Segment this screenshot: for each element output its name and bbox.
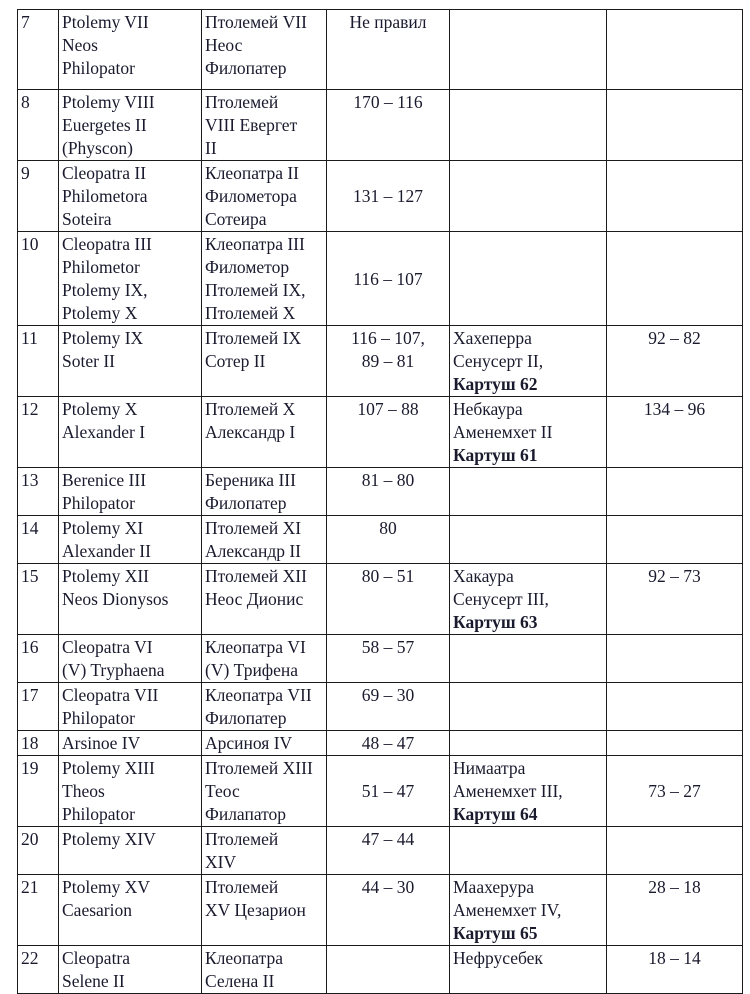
latin-name-cell	[59, 946, 202, 994]
russian-name-cell	[202, 683, 327, 731]
reign-years-line: 116 – 107,	[351, 328, 425, 348]
egyptian-king-line: Нимаатра	[453, 758, 526, 778]
row-number: 14	[21, 518, 39, 538]
latin-name-line: Ptolemy VII	[62, 12, 149, 32]
egyptian-king-cell	[450, 875, 607, 946]
russian-name-cell	[202, 397, 327, 468]
table-row	[18, 10, 743, 90]
latin-name-line: Neos Dionysos	[62, 589, 169, 609]
egyptian-king-cell	[450, 731, 607, 756]
row-number: 12	[21, 399, 39, 419]
russian-name-line: Филопатер	[205, 708, 287, 728]
reign-years-line: 116 – 107	[353, 268, 423, 289]
reign-years-cell	[327, 468, 450, 516]
latin-name-cell	[59, 10, 202, 90]
table-body	[18, 10, 743, 994]
reign-years-line: 131 – 127	[353, 186, 423, 206]
row-number-cell	[18, 875, 59, 946]
egyptian-years-cell	[607, 161, 743, 232]
russian-name-line: Филометора	[205, 186, 297, 206]
egyptian-king-cell	[450, 397, 607, 468]
latin-name-line: Ptolemy IX	[62, 328, 144, 348]
russian-name-line: Птолемей XII	[205, 566, 307, 586]
egyptian-king-line: Аменемхет IV,	[453, 900, 562, 920]
latin-name-line: Soteira	[62, 209, 112, 229]
egyptian-king-cell	[450, 516, 607, 564]
latin-name-line: Cleopatra VI	[62, 637, 153, 657]
latin-name-line: Ptolemy XI	[62, 518, 144, 538]
reign-years-cell	[327, 232, 450, 326]
russian-name-line: Клеопатра VII	[205, 685, 312, 705]
russian-name-line: Птолемей XI	[205, 518, 302, 538]
russian-name-line: (V) Трифена	[205, 660, 299, 680]
russian-name-line: XIV	[205, 852, 237, 872]
russian-name-line: Александр I	[205, 422, 296, 442]
latin-name-line: (V) Tryphaena	[62, 660, 165, 680]
russian-name-cell	[202, 756, 327, 827]
russian-name-cell	[202, 161, 327, 232]
table-row	[18, 326, 743, 397]
reign-years-line: 80	[379, 518, 397, 538]
russian-name-cell	[202, 875, 327, 946]
russian-name-line: Птолемей	[205, 92, 279, 112]
reign-years-line: 170 – 116	[353, 92, 423, 112]
egyptian-years: 134 – 96	[643, 399, 706, 419]
row-number: 11	[21, 328, 38, 348]
row-number: 19	[21, 758, 39, 778]
row-number-cell	[18, 564, 59, 635]
egyptian-years: 28 – 18	[648, 877, 701, 897]
row-number: 22	[21, 948, 39, 968]
egyptian-king-cell	[450, 326, 607, 397]
table-row	[18, 827, 743, 875]
egyptian-years-cell	[607, 326, 743, 397]
latin-name-line: Ptolemy XIII	[62, 758, 155, 778]
reign-years-line: 69 – 30	[361, 685, 415, 705]
latin-name-cell	[59, 161, 202, 232]
reign-years-line: 51 – 47	[361, 781, 415, 801]
latin-name-cell	[59, 90, 202, 161]
row-number-cell	[18, 90, 59, 161]
egyptian-king-cell	[450, 946, 607, 994]
egyptian-king-line: Сенусерт II,	[453, 351, 544, 371]
latin-name-cell	[59, 683, 202, 731]
latin-name-cell	[59, 397, 202, 468]
egyptian-years-cell	[607, 756, 743, 827]
row-number: 10	[21, 234, 39, 254]
row-number-cell	[18, 683, 59, 731]
egyptian-years: 18 – 14	[648, 948, 701, 968]
latin-name-cell	[59, 827, 202, 875]
egyptian-years: 92 – 73	[648, 566, 701, 586]
reign-years-cell	[327, 397, 450, 468]
egyptian-years-cell	[607, 827, 743, 875]
egyptian-king-cell	[450, 635, 607, 683]
russian-name-line: Птолемей IX	[205, 328, 302, 348]
latin-name-line: Cleopatra VII	[62, 685, 159, 705]
russian-name-line: Селена II	[205, 971, 275, 991]
table-row	[18, 232, 743, 326]
latin-name-line: Theos	[62, 781, 105, 801]
reign-years-cell	[327, 875, 450, 946]
russian-name-line: Птолемей X	[205, 303, 296, 323]
reign-years-cell	[327, 516, 450, 564]
table-row	[18, 564, 743, 635]
russian-name-line: Птолемей VII	[205, 12, 307, 32]
latin-name-line: Soter II	[62, 351, 115, 371]
latin-name-line: Alexander II	[62, 541, 151, 561]
reign-years-line: 47 – 44	[361, 829, 415, 849]
latin-name-line: Ptolemy X	[62, 399, 138, 419]
egyptian-king-line: Аменемхет II	[453, 422, 553, 442]
latin-name-line: Ptolemy VIII	[62, 92, 155, 112]
reign-years-line: 44 – 30	[361, 877, 415, 897]
egyptian-king-cell	[450, 468, 607, 516]
russian-name-cell	[202, 326, 327, 397]
reign-years-line: Не правил	[349, 12, 427, 32]
latin-name-line: Philometora	[62, 186, 148, 206]
egyptian-king-cell	[450, 232, 607, 326]
russian-name-cell	[202, 10, 327, 90]
egyptian-years-cell	[607, 468, 743, 516]
latin-name-line: Philopator	[62, 804, 135, 824]
row-number-cell	[18, 161, 59, 232]
row-number: 21	[21, 877, 39, 897]
reign-years-line: 81 – 80	[361, 470, 415, 490]
reign-years-cell	[327, 564, 450, 635]
egyptian-king-cell	[450, 827, 607, 875]
latin-name-line: Cleopatra III	[62, 234, 152, 254]
row-number: 17	[21, 685, 39, 705]
latin-name-line: Arsinoe IV	[62, 733, 141, 753]
russian-name-line: Птолемей X	[205, 399, 296, 419]
reign-years-cell	[327, 326, 450, 397]
cartouche-label: Картуш 61	[453, 445, 538, 465]
egyptian-king-line: Сенусерт III,	[453, 589, 549, 609]
russian-name-line: Неос Дионис	[205, 589, 304, 609]
table-row	[18, 756, 743, 827]
reign-years-cell	[327, 10, 450, 90]
cartouche-label: Картуш 64	[453, 804, 538, 824]
reign-years-cell	[327, 161, 450, 232]
table-row	[18, 90, 743, 161]
reign-years-line: 89 – 81	[361, 351, 415, 371]
russian-name-line: II	[205, 138, 217, 158]
latin-name-line: (Physcon)	[62, 138, 133, 158]
russian-name-cell	[202, 827, 327, 875]
row-number-cell	[18, 756, 59, 827]
russian-name-line: Клеопатра	[205, 948, 283, 968]
row-number: 18	[21, 733, 39, 753]
reign-years-cell	[327, 756, 450, 827]
russian-name-cell	[202, 90, 327, 161]
latin-name-cell	[59, 756, 202, 827]
russian-name-line: Александр II	[205, 541, 302, 561]
russian-name-line: Сотер II	[205, 351, 266, 371]
russian-name-cell	[202, 564, 327, 635]
latin-name-line: Selene II	[62, 971, 125, 991]
russian-name-line: Филопатер	[205, 493, 287, 513]
russian-name-cell	[202, 516, 327, 564]
egyptian-king-line: Хахеперра	[453, 328, 532, 348]
egyptian-years-cell	[607, 731, 743, 756]
row-number: 8	[21, 92, 30, 112]
egyptian-years-cell	[607, 683, 743, 731]
row-number: 7	[21, 12, 30, 32]
latin-name-line: Alexander I	[62, 422, 146, 442]
table-row	[18, 875, 743, 946]
reign-years-cell	[327, 946, 450, 994]
table-row	[18, 635, 743, 683]
latin-name-line: Ptolemy X	[62, 303, 138, 323]
table-row	[18, 731, 743, 756]
latin-name-line: Ptolemy XV	[62, 877, 150, 897]
egyptian-years: 73 – 27	[648, 781, 701, 801]
table-row	[18, 683, 743, 731]
row-number-cell	[18, 326, 59, 397]
cartouche-label: Картуш 65	[453, 923, 538, 943]
row-number: 16	[21, 637, 39, 657]
egyptian-years: 92 – 82	[648, 328, 701, 348]
russian-name-line: Сотеира	[205, 209, 267, 229]
egyptian-years-cell	[607, 875, 743, 946]
table-row	[18, 161, 743, 232]
egyptian-king-line: Небкаура	[453, 399, 523, 419]
russian-name-line: Теос	[205, 781, 240, 801]
egyptian-king-cell	[450, 10, 607, 90]
egyptian-king-line: Маахерура	[453, 877, 534, 897]
latin-name-line: Euergetes II	[62, 115, 147, 135]
reign-years-cell	[327, 827, 450, 875]
egyptian-years-cell	[607, 232, 743, 326]
row-number-cell	[18, 232, 59, 326]
row-number: 13	[21, 470, 39, 490]
russian-name-cell	[202, 232, 327, 326]
russian-name-line: Арсиноя IV	[205, 733, 293, 753]
row-number-cell	[18, 635, 59, 683]
russian-name-line: XV Цезарион	[205, 900, 306, 920]
table-row	[18, 516, 743, 564]
reign-years-cell	[327, 731, 450, 756]
latin-name-line: Ptolemy XII	[62, 566, 150, 586]
reign-years-line: 58 – 57	[361, 637, 415, 657]
ptolemy-table	[17, 9, 743, 994]
egyptian-king-line: Аменемхет III,	[453, 781, 563, 801]
egyptian-years-cell	[607, 946, 743, 994]
latin-name-cell	[59, 516, 202, 564]
reign-years-line: 80 – 51	[361, 566, 415, 586]
russian-name-line: Филопатер	[205, 58, 287, 78]
russian-name-line: Птолемей	[205, 877, 279, 897]
row-number: 15	[21, 566, 39, 586]
table-row	[18, 397, 743, 468]
cartouche-label: Картуш 62	[453, 374, 538, 394]
document-page	[17, 9, 743, 994]
row-number-cell	[18, 397, 59, 468]
latin-name-line: Cleopatra	[62, 948, 131, 968]
russian-name-line: Береника III	[205, 470, 296, 490]
row-number: 20	[21, 829, 39, 849]
row-number-cell	[18, 731, 59, 756]
latin-name-cell	[59, 232, 202, 326]
russian-name-line: Клеопатра III	[205, 234, 305, 254]
latin-name-line: Berenice III	[62, 470, 147, 490]
latin-name-cell	[59, 468, 202, 516]
reign-years-cell	[327, 90, 450, 161]
egyptian-king-cell	[450, 756, 607, 827]
latin-name-line: Philopator	[62, 493, 135, 513]
table-row	[18, 468, 743, 516]
latin-name-line: Philopator	[62, 708, 135, 728]
egyptian-king-cell	[450, 161, 607, 232]
russian-name-line: Клеопатра II	[205, 163, 300, 183]
russian-name-cell	[202, 635, 327, 683]
reign-years-line: 48 – 47	[361, 733, 415, 753]
egyptian-king-line: Нефрусебек	[453, 948, 543, 968]
russian-name-line: Филометор	[205, 257, 290, 277]
egyptian-years-cell	[607, 90, 743, 161]
egyptian-years-cell	[607, 10, 743, 90]
russian-name-cell	[202, 946, 327, 994]
egyptian-king-cell	[450, 564, 607, 635]
egyptian-years-cell	[607, 564, 743, 635]
latin-name-line: Neos	[62, 35, 98, 55]
latin-name-line: Ptolemy XIV	[62, 829, 156, 849]
egyptian-years-cell	[607, 516, 743, 564]
egyptian-years-cell	[607, 635, 743, 683]
row-number-cell	[18, 468, 59, 516]
latin-name-line: Philopator	[62, 58, 135, 78]
row-number-cell	[18, 516, 59, 564]
row-number-cell	[18, 10, 59, 90]
reign-years-cell	[327, 683, 450, 731]
reign-years-cell	[327, 635, 450, 683]
latin-name-cell	[59, 564, 202, 635]
latin-name-line: Caesarion	[62, 900, 132, 920]
latin-name-line: Ptolemy IX,	[62, 280, 148, 300]
latin-name-cell	[59, 875, 202, 946]
latin-name-line: Philometor	[62, 257, 140, 277]
latin-name-cell	[59, 731, 202, 756]
russian-name-line: Птолемей IX,	[205, 280, 306, 300]
row-number: 9	[21, 163, 30, 183]
russian-name-line: Птолемей	[205, 829, 279, 849]
russian-name-line: Неос	[205, 35, 243, 55]
egyptian-king-cell	[450, 683, 607, 731]
reign-years-line: 107 – 88	[357, 399, 419, 419]
russian-name-line: Птолемей XIII	[205, 758, 313, 778]
russian-name-cell	[202, 468, 327, 516]
row-number-cell	[18, 827, 59, 875]
russian-name-line: Филапатор	[205, 804, 287, 824]
row-number-cell	[18, 946, 59, 994]
russian-name-line: Клеопатра VI	[205, 637, 306, 657]
latin-name-cell	[59, 635, 202, 683]
egyptian-king-cell	[450, 90, 607, 161]
latin-name-cell	[59, 326, 202, 397]
cartouche-label: Картуш 63	[453, 612, 538, 632]
russian-name-cell	[202, 731, 327, 756]
egyptian-years-cell	[607, 397, 743, 468]
egyptian-king-line: Хакаура	[453, 566, 514, 586]
russian-name-line: VIII Евергет	[205, 115, 298, 135]
table-row	[18, 946, 743, 994]
latin-name-line: Cleopatra II	[62, 163, 147, 183]
